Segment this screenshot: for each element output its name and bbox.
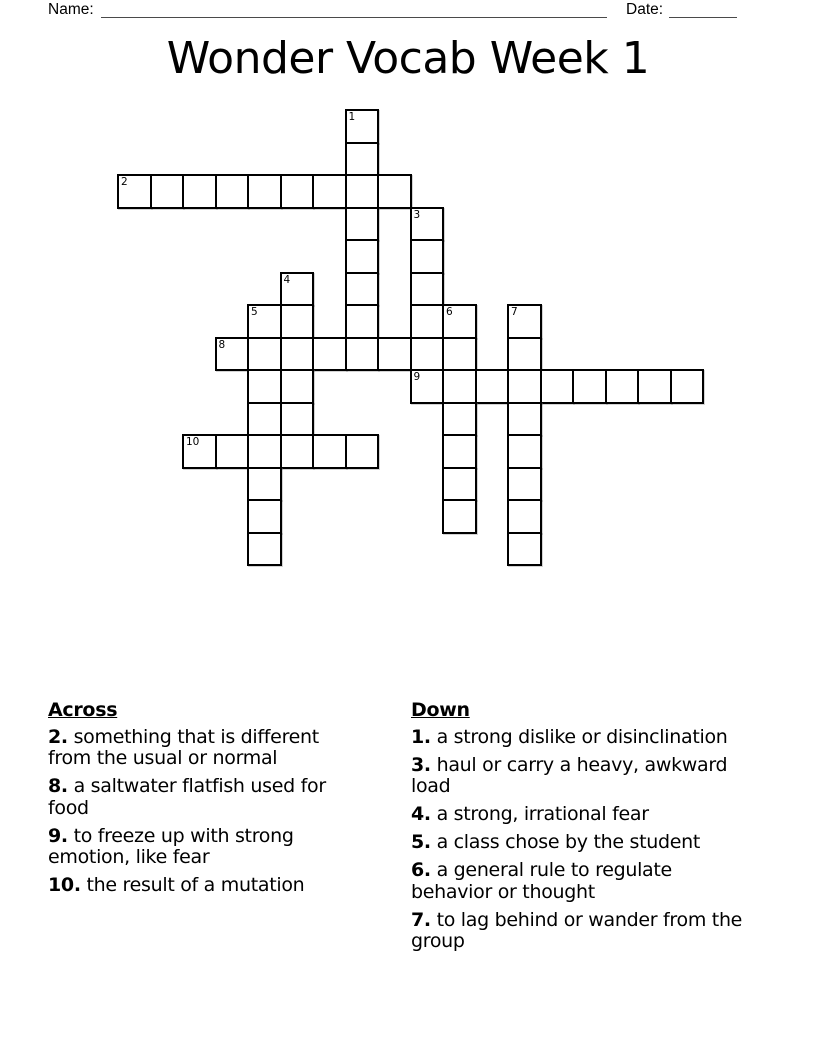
name-label: Name: bbox=[48, 1, 94, 18]
across-clue-list bbox=[48, 727, 340, 897]
clue-number: 8. bbox=[48, 775, 68, 797]
page-title: Wonder Vocab Week 1 bbox=[166, 33, 650, 84]
cell-number: 7 bbox=[511, 306, 518, 318]
grid-cell[interactable] bbox=[442, 369, 477, 404]
clue-text: haul or carry a heavy, awkward load bbox=[411, 753, 728, 797]
grid-cell[interactable] bbox=[247, 467, 282, 502]
grid-cell[interactable] bbox=[507, 402, 542, 437]
grid-cell[interactable] bbox=[312, 174, 347, 209]
clue-text: to lag behind or wander from the group bbox=[411, 908, 743, 952]
cell-number: 2 bbox=[121, 176, 128, 188]
grid-cell[interactable] bbox=[312, 434, 347, 469]
down-clue-list bbox=[411, 727, 747, 953]
grid-cell[interactable] bbox=[117, 174, 152, 209]
clue-item bbox=[48, 875, 340, 897]
grid-cell[interactable] bbox=[377, 174, 412, 209]
grid-cell[interactable] bbox=[345, 337, 380, 372]
clue-number: 5. bbox=[411, 831, 431, 853]
grid-cell[interactable] bbox=[507, 499, 542, 534]
grid-cell[interactable] bbox=[572, 369, 607, 404]
clue-number: 6. bbox=[411, 859, 431, 881]
grid-cell[interactable] bbox=[507, 467, 542, 502]
clue-text: something that is different from the usual or normal bbox=[48, 725, 319, 769]
grid-cell[interactable] bbox=[507, 434, 542, 469]
date-label: Date: bbox=[626, 1, 664, 18]
grid-cell[interactable] bbox=[540, 369, 575, 404]
clue-text: a strong, irrational fear bbox=[430, 803, 649, 825]
clue-text: a general rule to regulate behavior or thought bbox=[411, 859, 672, 903]
grid-cell[interactable] bbox=[280, 272, 315, 307]
clue-number: 4. bbox=[411, 803, 431, 825]
grid-cell[interactable] bbox=[507, 369, 542, 404]
cell-number: 4 bbox=[283, 273, 291, 286]
clue-number: 10. bbox=[48, 874, 81, 896]
down-heading: Down bbox=[411, 699, 470, 721]
grid-cell[interactable] bbox=[345, 142, 380, 177]
clue-number: 7. bbox=[411, 908, 431, 931]
clue-text: to freeze up with strong emotion, like fear bbox=[48, 824, 294, 868]
grid-cell[interactable] bbox=[507, 304, 542, 339]
grid-cell[interactable] bbox=[442, 467, 477, 502]
clue-item bbox=[48, 727, 340, 770]
grid-cell[interactable] bbox=[280, 369, 315, 404]
grid-cell[interactable] bbox=[442, 337, 477, 372]
clue-text: a strong dislike or disinclination bbox=[430, 725, 728, 748]
cell-number: 5 bbox=[251, 306, 258, 318]
clue-item bbox=[411, 755, 747, 798]
grid-cell[interactable] bbox=[215, 337, 250, 372]
grid-cell[interactable] bbox=[410, 207, 445, 242]
clue-item bbox=[48, 826, 340, 869]
cell-number: 10 bbox=[186, 436, 200, 448]
name-fill-line[interactable] bbox=[101, 17, 607, 18]
clue-item bbox=[411, 804, 747, 826]
grid-cell[interactable] bbox=[345, 109, 380, 144]
cell-number: 3 bbox=[413, 208, 421, 221]
grid-cell[interactable] bbox=[670, 369, 705, 404]
grid-cell[interactable] bbox=[410, 272, 445, 307]
grid-cell[interactable] bbox=[247, 369, 282, 404]
cell-number: 9 bbox=[413, 371, 421, 383]
cell-number: 8 bbox=[218, 338, 226, 351]
across-heading: Across bbox=[48, 699, 118, 721]
grid-cell[interactable] bbox=[247, 532, 282, 567]
clue-number: 2. bbox=[48, 725, 68, 748]
clue-number: 3. bbox=[411, 753, 431, 776]
clue-item bbox=[411, 860, 747, 903]
grid-cell[interactable] bbox=[345, 207, 380, 242]
cell-number: 6 bbox=[446, 306, 453, 318]
grid-cell[interactable] bbox=[247, 304, 282, 339]
down-section bbox=[411, 700, 747, 959]
clue-item bbox=[48, 776, 340, 819]
grid-cell[interactable] bbox=[280, 304, 315, 339]
grid-cell[interactable] bbox=[182, 174, 217, 209]
cell-number: 1 bbox=[348, 111, 356, 123]
across-section bbox=[48, 700, 340, 903]
clue-text: a saltwater flatfish used for food bbox=[48, 775, 326, 819]
grid-cell[interactable] bbox=[312, 337, 347, 372]
grid-cell[interactable] bbox=[247, 337, 282, 372]
grid-cell[interactable] bbox=[410, 304, 445, 339]
grid-cell[interactable] bbox=[410, 239, 445, 274]
grid-cell[interactable] bbox=[247, 434, 282, 469]
grid-cell[interactable] bbox=[345, 239, 380, 274]
clue-item bbox=[411, 727, 747, 749]
grid-cell[interactable] bbox=[280, 402, 315, 437]
grid-cell[interactable] bbox=[442, 304, 477, 339]
clue-number: 1. bbox=[411, 725, 431, 748]
grid-cell[interactable] bbox=[182, 434, 217, 469]
grid-cell[interactable] bbox=[345, 304, 380, 339]
grid-cell[interactable] bbox=[410, 337, 445, 372]
grid-cell[interactable] bbox=[150, 174, 185, 209]
clue-item bbox=[411, 910, 747, 953]
grid-cell[interactable] bbox=[280, 434, 315, 469]
clue-text: a class chose by the student bbox=[430, 831, 701, 853]
grid-cell[interactable] bbox=[247, 174, 282, 209]
grid-cell[interactable] bbox=[280, 337, 315, 372]
grid-cell[interactable] bbox=[410, 369, 445, 404]
grid-cell[interactable] bbox=[442, 402, 477, 437]
grid-cell[interactable] bbox=[247, 402, 282, 437]
date-fill-line[interactable] bbox=[669, 17, 737, 18]
clue-number: 9. bbox=[48, 824, 68, 847]
grid-cell[interactable] bbox=[345, 174, 380, 209]
grid-cell[interactable] bbox=[345, 272, 380, 307]
grid-cell[interactable] bbox=[377, 337, 412, 372]
grid-cell[interactable] bbox=[637, 369, 672, 404]
grid-cell[interactable] bbox=[605, 369, 640, 404]
grid-cell[interactable] bbox=[475, 369, 510, 404]
grid-cell[interactable] bbox=[215, 434, 250, 469]
clue-item bbox=[411, 832, 747, 854]
grid-cell[interactable] bbox=[507, 532, 542, 567]
grid-cell[interactable] bbox=[215, 174, 250, 209]
grid-cell[interactable] bbox=[507, 337, 542, 372]
grid-cell[interactable] bbox=[442, 499, 477, 534]
grid-cell[interactable] bbox=[247, 499, 282, 534]
clue-text: the result of a mutation bbox=[80, 874, 305, 896]
grid-cell[interactable] bbox=[280, 174, 315, 209]
grid-cell[interactable] bbox=[345, 434, 380, 469]
grid-cell[interactable] bbox=[442, 434, 477, 469]
